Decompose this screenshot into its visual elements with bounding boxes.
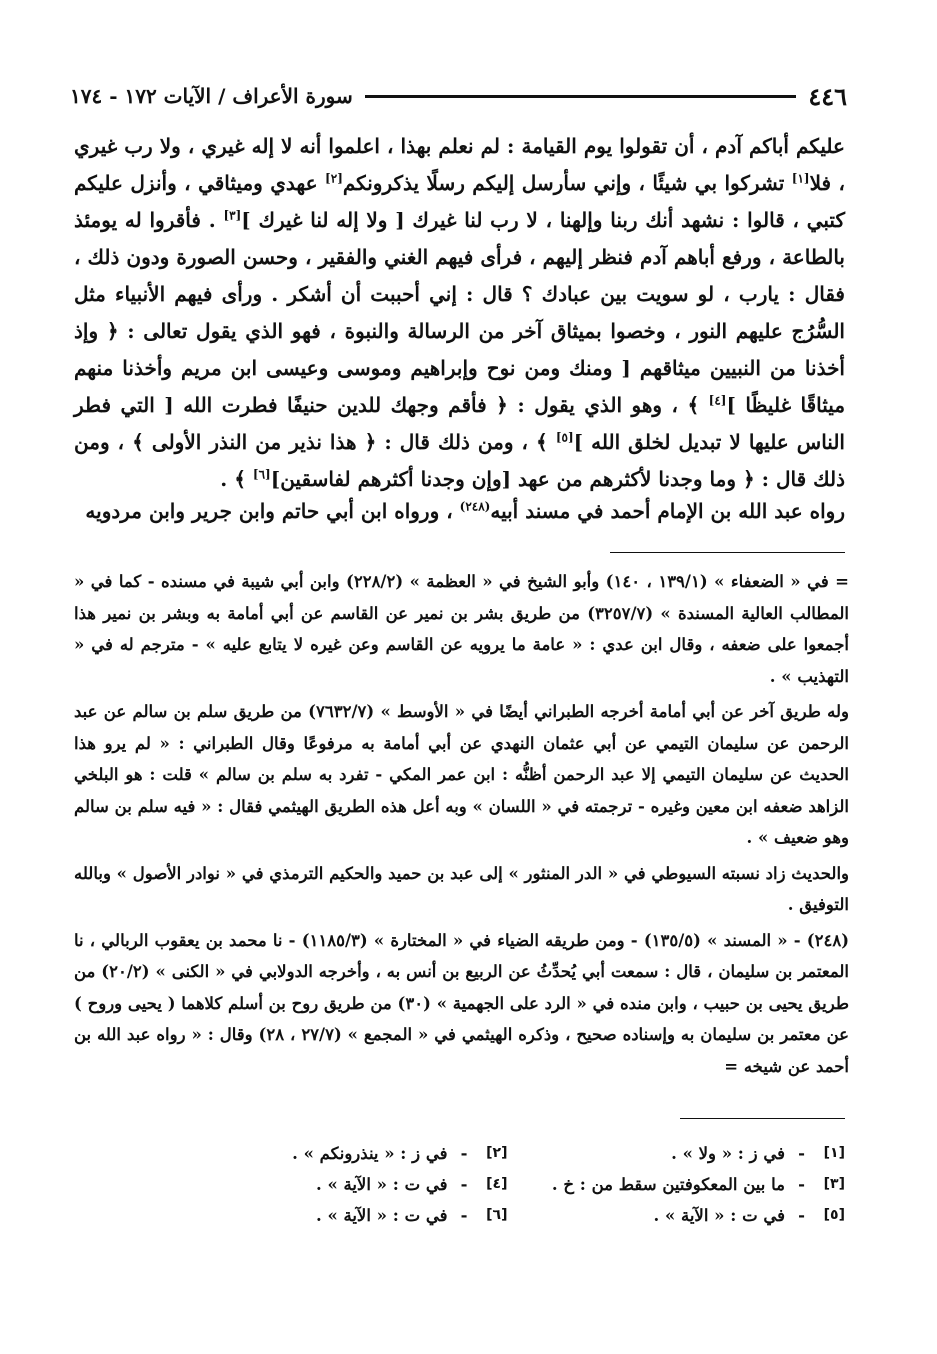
footnote-number: [٣] [823, 1176, 845, 1192]
footnote-row [170, 1200, 845, 1231]
footnote [508, 1200, 846, 1231]
quran-verse: هذا نذير من النذر الأولى [151, 430, 357, 454]
quran-bracket-close: ﴾ [687, 393, 700, 417]
footnote-row [170, 1169, 845, 1200]
footnote-text: ما بين المعكوفتين سقط من : خ . [551, 1175, 785, 1194]
footnote-text: في ز : « ينذرونكم » . [292, 1144, 448, 1163]
quran-bracket-close: ﴾ [536, 430, 548, 454]
footnote [170, 1169, 508, 1200]
quran-bracket-open: ﴿ [106, 319, 119, 343]
footnote-row [170, 1138, 845, 1169]
footnote-ref[interactable]: [٥] [555, 430, 574, 445]
quran-bracket-open: ﴿ [364, 430, 377, 454]
commentary-notes [74, 566, 849, 1086]
running-title: سورة الأعراف / الآيات ١٧٢ - ١٧٤ [70, 84, 353, 108]
footnote [508, 1169, 846, 1200]
note-paragraph: والحديث زاد نسبته السيوطي في « الدر المنثور » إلى عبد بن حميد والحكيم الترمذي في « نوادر الأصول » وبالله التوفيق . [74, 863, 849, 914]
quran-bracket-close: ﴾ [132, 430, 144, 454]
main-text-segment: ، ومن ذلك قال : [74, 430, 845, 491]
header-rule [365, 95, 797, 98]
footnotes [170, 1138, 845, 1231]
footnote-ref[interactable]: [٣] [223, 208, 242, 223]
note-paragraph: وله طريق آخر عن أبي أمامة أخرجه الطبراني أيضًا في « الأوسط » (٧٦٣٢/٧) من طريق سلم بن سالم عن عبد الرحمن عن سليمان التيمي عن أبي عثمان النهدي عن أبي أمامة به مرفوعًا وقال الطبراني : « لم يرو هذا الحديث عن سليمان التيمي إلا عبد الرحمن أظنُّه : ابن عمر المكي - تفرد به سلم بن سالم » قلت : هو البلخي الزاهد ضعفه ابن معين وغيره - ترجمته في « اللسان » وبه أعل هذه الطريق الهيثمي فقال : « فيه سلم بن سالم وهو ضعيف » . [74, 702, 850, 847]
main-paragraph [74, 128, 845, 498]
continuation-segment: رواه عبد الله بن الإمام أحمد في مسند أبيه [490, 499, 845, 523]
footnote-dash: - [460, 1175, 468, 1194]
footnotes-separator [680, 1118, 845, 1119]
quran-verse: فأقم وجهك للدين حنيفًا فطرت الله [ التي فطر الناس عليها لا تبديل لخلق الله ] [74, 393, 845, 454]
footnote-ref[interactable]: [٦] [252, 467, 271, 482]
footnote-number: [٥] [823, 1207, 845, 1223]
quran-bracket-open: ﴿ [742, 467, 755, 491]
quran-verse: وإذ أخذنا من النبيين ميثاقهم [ ومنك ومن نوح وإبراهيم وموسى وعيسى ابن مريم وأخذنا منهم ميثاقًا غليظًا ] [74, 319, 846, 417]
footnote-ref[interactable]: [٤] [708, 393, 727, 408]
footnote [170, 1138, 508, 1169]
footnote-dash: - [460, 1206, 468, 1225]
footnote-number: [٤] [486, 1176, 508, 1192]
note-paragraph: (٢٤٨) - « المسند » (١٣٥/٥) - ومن طريقه الضياء في « المختارة » (١١٨٥/٣) - نا محمد بن يعقوب الربالي ، نا المعتمر بن سليمان ، قال : سمعت أبي يُحدِّثُ عن الربيع بن أنس به ، وأخرجه الدولابي في « الكنى » (٢٠/٢) من طريق يحيى بن حبيب ، وابن منده في « الرد على الجهمية » (٣٠) من طريق روح بن أسلم كلاهما ( يحيى وروح ) عن معتمر بن سليمان به وإسناده صحيح ، وذكره الهيثمي في « المجمع » (٢٧/٧ ، ٢٨) وقال : « رواه عبد الله بن أحمد عن شيخه = [74, 930, 849, 1076]
page-number: ٤٤٦ [808, 81, 847, 111]
quran-verse: وما وجدنا لأكثرهم من عهد [وإن وجدنا أكثرهم لفاسقين] [270, 467, 736, 491]
footnote-dash: - [460, 1144, 468, 1163]
footnote-number: [٢] [486, 1145, 508, 1161]
continuation-segment: ، ورواه ابن أبي حاتم وابن جرير وابن مردويه [85, 499, 453, 523]
main-text-segment: عهدي وميثاقي ، وأنزل عليكم كتبي ، قالوا : نشهد أنك ربنا وإلهنا ، لا رب لنا غيرك [ ولا إله لنا غيرك ] [74, 171, 845, 232]
footnote-ref[interactable]: [١] [791, 171, 810, 186]
hadith-ref[interactable]: (٢٤٨) [459, 499, 491, 514]
footnote-text: في ز : « ولا » . [671, 1144, 785, 1163]
main-text-segment: ، وهو الذي يقول : [517, 393, 678, 417]
main-text-segment: ، ومن ذلك قال : [384, 430, 528, 454]
footnote-text: في ت : « الآية » . [653, 1206, 785, 1225]
footnote-text: في ت : « الآية » . [315, 1175, 448, 1194]
main-text-segment: عليكم أباكم آدم ، أن تقولوا يوم القيامة : لم نعلم بهذا ، اعلموا أنه لا إله غيري ، ولا رب غيري ، فلا [74, 134, 845, 195]
main-text [74, 128, 845, 498]
continuation-text [74, 493, 845, 529]
main-text-segment: . فأقروا له يومئذ بالطاعة ، ورفع أباهم آدم فنظر إليهم ، فرأى فيهم الغني والفقير ، وحسن الصورة ودون ذلك ، فقال : يارب ، لو سويت بين عبادك ؟ قال : إني أحببت أن أشكر . ورأى فيهم الأنبياء مثل السُّرُج عليهم النور ، وخصوا بميثاق آخر من الرسالة والنبوة ، فهو الذي يقول تعالى : [74, 208, 845, 343]
footnote-dash: - [798, 1144, 805, 1163]
footnote [170, 1200, 508, 1231]
quran-bracket-close: ﴾ [234, 467, 246, 491]
main-text-segment: تشركوا بي شيئًا ، وإني سأرسل إليكم رسلًا يذكرونكم [342, 171, 785, 195]
footnote-dash: - [798, 1206, 805, 1225]
notes-separator [610, 552, 845, 553]
note-paragraph: = في « الضعفاء » (١٣٩/١ ، ١٤٠) وأبو الشيخ في « العظمة » (٢٢٨/٢) وابن أبي شيبة في مسنده - كما في « المطالب العالية المسندة » (٣٢٥٧/٧) من طريق بشر بن نمير عن القاسم عن أبي أمامة به وبشر بن نمير هذا أجمعوا على ضعفه ، وقال ابن عدي : « عامة ما يرويه عن القاسم وعن غيره لا يتابع عليه » - مترجم له في « التهذيب » . [74, 572, 849, 686]
main-text-segment: . [220, 467, 228, 491]
page-header [70, 80, 847, 112]
footnote-number: [١] [823, 1145, 845, 1161]
footnote-ref[interactable]: [٢] [325, 171, 343, 186]
footnote-number: [٦] [486, 1207, 508, 1223]
quran-bracket-open: ﴿ [496, 393, 508, 417]
footnote [508, 1138, 846, 1169]
footnote-dash: - [798, 1175, 805, 1194]
footnote-text: في ت : « الآية » . [315, 1206, 448, 1225]
